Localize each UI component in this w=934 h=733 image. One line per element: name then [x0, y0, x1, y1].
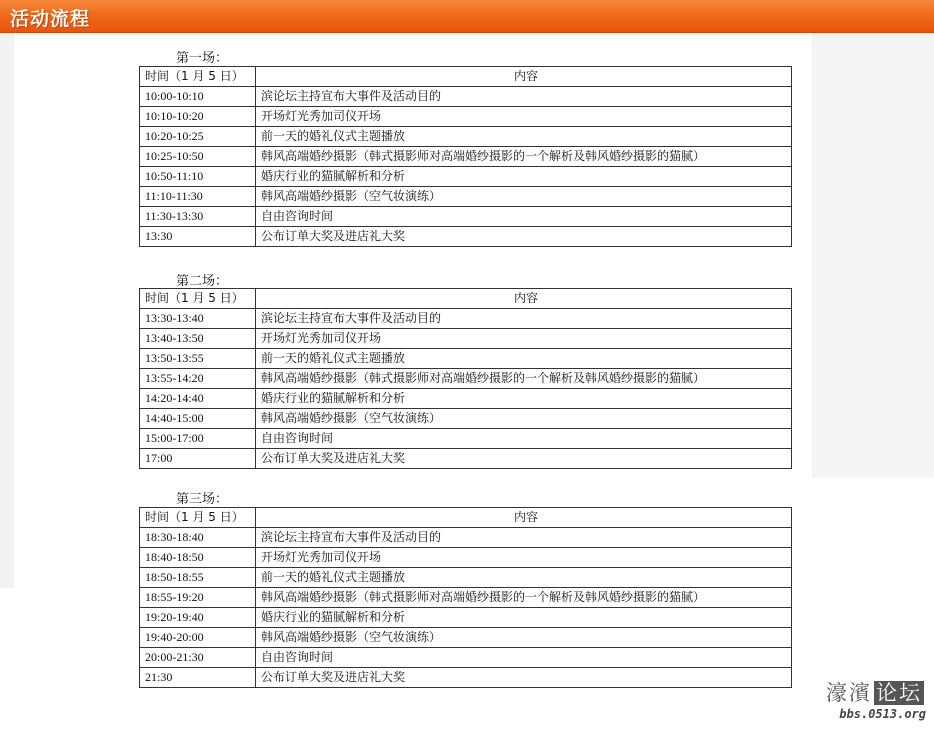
watermark-name-boxed: 论坛 [876, 681, 922, 705]
table-row [140, 127, 792, 147]
watermark-url: bbs.0513.org [839, 707, 926, 721]
header-bar [0, 0, 934, 33]
table-row [140, 309, 792, 329]
content-cell: 开场灯光秀加司仪开场 [256, 107, 792, 127]
time-cell: 18:55-19:20 [140, 588, 256, 608]
content-cell: 前一天的婚礼仪式主题播放 [256, 568, 792, 588]
content-cell: 婚庆行业的猫腻解析和分析 [256, 167, 792, 187]
table-row [140, 588, 792, 608]
time-cell: 19:20-19:40 [140, 608, 256, 628]
content-cell: 自由咨询时间 [256, 207, 792, 227]
forum-watermark [810, 677, 928, 725]
table-row [140, 167, 792, 187]
time-cell: 10:00-10:10 [140, 87, 256, 107]
table-row [140, 608, 792, 628]
content-cell: 自由咨询时间 [256, 648, 792, 668]
left-shade [0, 33, 14, 588]
content-cell: 韩风高端婚纱摄影（空气妆演练） [256, 409, 792, 429]
time-cell: 20:00-21:30 [140, 648, 256, 668]
table-header-row [140, 508, 792, 528]
table-row [140, 628, 792, 648]
content-column-header: 内容 [256, 289, 792, 309]
time-cell: 14:20-14:40 [140, 389, 256, 409]
table-row [140, 187, 792, 207]
content-cell: 公布订单大奖及进店礼大奖 [256, 227, 792, 247]
content-cell: 婚庆行业的猫腻解析和分析 [256, 389, 792, 409]
table-header-row [140, 67, 792, 87]
content-cell: 滨论坛主持宣布大事件及活动目的 [256, 87, 792, 107]
time-cell: 11:10-11:30 [140, 187, 256, 207]
time-cell: 18:40-18:50 [140, 548, 256, 568]
time-cell: 10:20-10:25 [140, 127, 256, 147]
content-cell: 韩风高端婚纱摄影（韩式摄影师对高端婚纱摄影的一个解析及韩风婚纱摄影的猫腻） [256, 147, 792, 167]
time-cell: 17:00 [140, 449, 256, 469]
page-title: 活动流程 [10, 8, 91, 30]
session-label-2: 第二场： [176, 274, 229, 289]
watermark-name-left: 濠濱 [826, 681, 872, 705]
content-cell: 开场灯光秀加司仪开场 [256, 548, 792, 568]
time-cell: 11:30-13:30 [140, 207, 256, 227]
time-cell: 19:40-20:00 [140, 628, 256, 648]
content-cell: 自由咨询时间 [256, 429, 792, 449]
table-row [140, 668, 792, 688]
schedule-table-1 [139, 66, 792, 247]
content-cell: 开场灯光秀加司仪开场 [256, 329, 792, 349]
time-cell: 18:30-18:40 [140, 528, 256, 548]
content-column-header: 内容 [256, 508, 792, 528]
watermark-name [826, 677, 924, 707]
time-cell: 10:10-10:20 [140, 107, 256, 127]
table-row [140, 227, 792, 247]
content-cell: 韩风高端婚纱摄影（空气妆演练） [256, 628, 792, 648]
right-shade [812, 33, 934, 478]
time-cell: 21:30 [140, 668, 256, 688]
content-cell: 公布订单大奖及进店礼大奖 [256, 668, 792, 688]
table-row [140, 528, 792, 548]
schedule-table-2 [139, 288, 792, 469]
table-row [140, 449, 792, 469]
session-label-3: 第三场： [176, 492, 229, 507]
table-row [140, 409, 792, 429]
schedule-table-3 [139, 507, 792, 688]
table-row [140, 548, 792, 568]
time-cell: 13:30-13:40 [140, 309, 256, 329]
time-column-header: 时间（1 月 5 日） [140, 508, 256, 528]
table-row [140, 207, 792, 227]
time-column-header: 时间（1 月 5 日） [140, 289, 256, 309]
content-cell: 前一天的婚礼仪式主题播放 [256, 127, 792, 147]
content-cell: 滨论坛主持宣布大事件及活动目的 [256, 528, 792, 548]
time-cell: 10:25-10:50 [140, 147, 256, 167]
content-cell: 婚庆行业的猫腻解析和分析 [256, 608, 792, 628]
time-cell: 13:30 [140, 227, 256, 247]
time-cell: 13:50-13:55 [140, 349, 256, 369]
table-row [140, 107, 792, 127]
table-row [140, 648, 792, 668]
time-cell: 10:50-11:10 [140, 167, 256, 187]
table-row [140, 568, 792, 588]
content-column-header: 内容 [256, 67, 792, 87]
table-row [140, 429, 792, 449]
table-row [140, 87, 792, 107]
time-cell: 13:55-14:20 [140, 369, 256, 389]
content-cell: 韩风高端婚纱摄影（空气妆演练） [256, 187, 792, 207]
content-cell: 公布订单大奖及进店礼大奖 [256, 449, 792, 469]
table-row [140, 329, 792, 349]
time-cell: 18:50-18:55 [140, 568, 256, 588]
content-cell: 韩风高端婚纱摄影（韩式摄影师对高端婚纱摄影的一个解析及韩风婚纱摄影的猫腻） [256, 369, 792, 389]
content-cell: 韩风高端婚纱摄影（韩式摄影师对高端婚纱摄影的一个解析及韩风婚纱摄影的猫腻） [256, 588, 792, 608]
table-header-row [140, 289, 792, 309]
time-cell: 15:00-17:00 [140, 429, 256, 449]
time-cell: 14:40-15:00 [140, 409, 256, 429]
time-column-header: 时间（1 月 5 日） [140, 67, 256, 87]
table-row [140, 147, 792, 167]
session-label-1: 第一场： [176, 51, 229, 66]
time-cell: 13:40-13:50 [140, 329, 256, 349]
content-cell: 前一天的婚礼仪式主题播放 [256, 349, 792, 369]
table-row [140, 389, 792, 409]
content-cell: 滨论坛主持宣布大事件及活动目的 [256, 309, 792, 329]
table-row [140, 369, 792, 389]
table-row [140, 349, 792, 369]
